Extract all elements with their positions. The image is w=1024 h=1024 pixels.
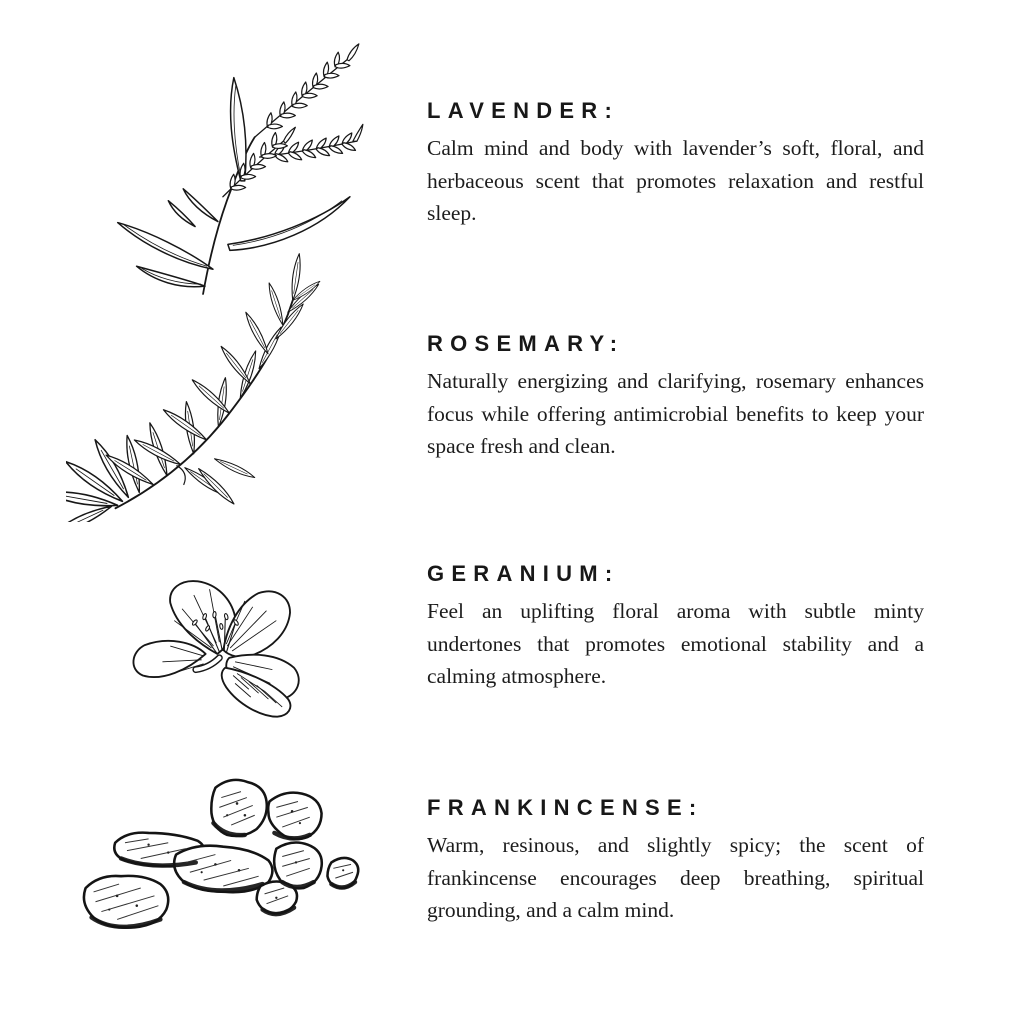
- rosemary-sprig-icon: [66, 248, 363, 522]
- rosemary-illustration: [66, 248, 363, 522]
- geranium-heading: GERANIUM:: [427, 561, 620, 586]
- section-lavender: [427, 98, 924, 230]
- section-frankincense: [427, 795, 924, 927]
- frankincense-resin-icon: [58, 772, 363, 944]
- frankincense-illustration: [58, 772, 363, 944]
- geranium-flower-icon: [80, 550, 345, 750]
- rosemary-heading: ROSEMARY:: [427, 331, 625, 356]
- geranium-illustration: [80, 550, 345, 750]
- lavender-description: Calm mind and body with lavender’s soft, floral, and herbaceous scent that promotes relaxation and restful sleep.: [427, 136, 924, 225]
- frankincense-heading: FRANKINCENSE:: [427, 795, 704, 820]
- geranium-description: Feel an uplifting floral aroma with subtle minty undertones that promotes emotional stability and a calming atmosphere.: [427, 599, 924, 688]
- rosemary-description: Naturally energizing and clarifying, rosemary enhances focus while offering antimicrobial benefits to keep your space fresh and clean.: [427, 369, 924, 458]
- section-geranium: [427, 561, 924, 693]
- section-rosemary: [427, 331, 924, 463]
- frankincense-description: Warm, resinous, and slightly spicy; the scent of frankincense encourages deep breathing, spiritual grounding, and a calm mind.: [427, 833, 924, 922]
- lavender-heading: LAVENDER:: [427, 98, 620, 123]
